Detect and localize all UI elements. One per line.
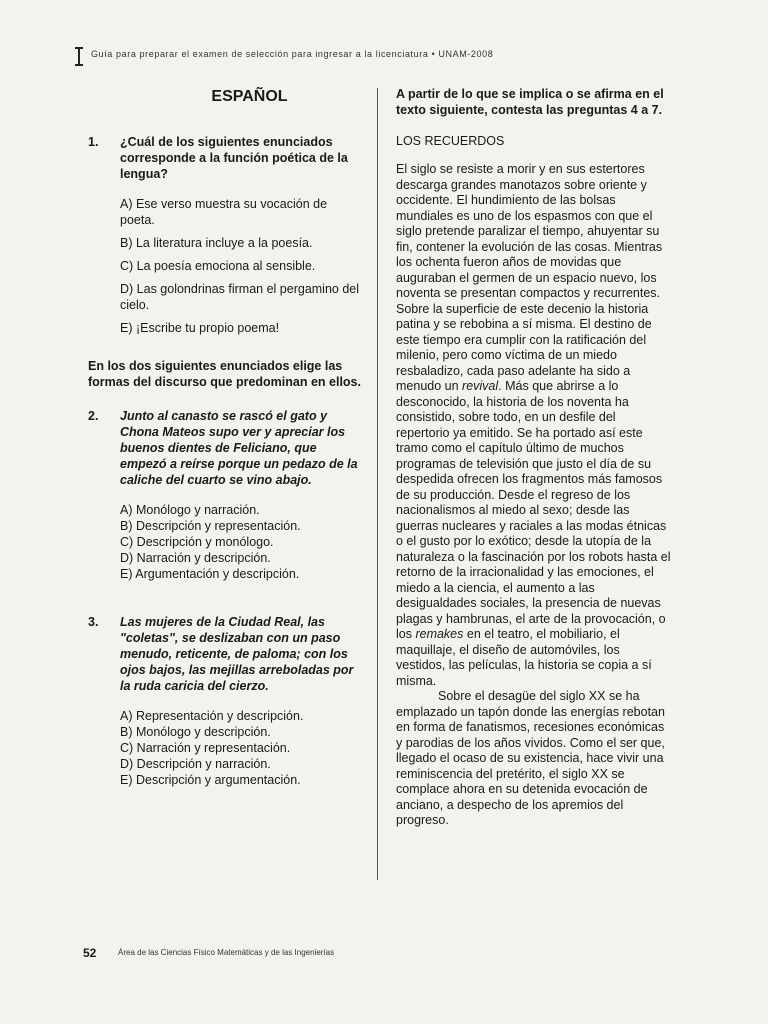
option: B) Descripción y representación. xyxy=(120,519,301,533)
column-divider xyxy=(377,88,378,880)
option: D) Narración y descripción. xyxy=(120,551,271,565)
section-title: ESPAÑOL xyxy=(211,88,288,105)
question-stem: ¿Cuál de los siguientes enunciados corresponde a la función poética de la lengua? xyxy=(120,135,348,181)
option: E) ¡Escribe tu propio poema! xyxy=(120,321,280,335)
page-number: 52 xyxy=(83,946,97,960)
header-text: Guía para preparar el examen de selección para ingresar a la licenciatura • UNAM-2008 xyxy=(91,49,494,59)
passage-title: LOS RECUERDOS xyxy=(396,134,505,148)
question-1 xyxy=(88,134,363,336)
running-header xyxy=(78,45,678,67)
option: E) Argumentación y descripción. xyxy=(120,567,300,581)
option-list xyxy=(120,708,363,788)
reading-passage xyxy=(396,162,671,829)
option-list xyxy=(120,502,363,582)
left-column xyxy=(88,88,363,788)
option: B) La literatura incluye a la poesía. xyxy=(120,236,313,250)
option: A) Representación y descripción. xyxy=(120,709,304,723)
reading-instruction: A partir de lo que se implica o se afirma en el texto siguiente, contesta las preguntas 4 a 7. xyxy=(396,87,664,117)
page-footer xyxy=(83,946,683,962)
option: C) La poesía emociona al sensible. xyxy=(120,259,316,273)
question-number: 3. xyxy=(88,615,99,629)
question-number: 2. xyxy=(88,409,99,423)
option: E) Descripción y argumentación. xyxy=(120,773,301,787)
question-stem: Las mujeres de la Ciudad Real, las "coletas", se deslizaban con un paso menudo, reticente, de paloma; con los ojos bajos, las mejillas arreboladas por la ruda caricia del cierzo. xyxy=(120,615,354,693)
option: D) Las golondrinas firman el pergamino del cielo. xyxy=(120,282,360,312)
right-column xyxy=(396,86,671,829)
question-stem: Junto al canasto se rascó el gato y Chona Mateos supo ver y apreciar los buenos dientes de Feliciano, que empezó a reírse porque un pedazo de la caliche del cuarto se vino abajo. xyxy=(120,409,358,487)
option: A) Monólogo y narración. xyxy=(120,503,260,517)
passage-paragraph-2: Sobre el desagüe del siglo XX se ha emplazado un tapón donde las energías rebotan en forma de fanatismos, recesiones económicas y parodias de los años vividos. Como el ser que, llegado el ocaso de su existencia, hace vivir una reminiscencia del pretérito, el siglo XX se complace ahora en su detenida evocación de anciano, a despecho de los apremios del progreso. xyxy=(396,689,665,827)
option: A) Ese verso muestra su vocación de poeta. xyxy=(120,197,328,227)
option: B) Monólogo y descripción. xyxy=(120,725,271,739)
header-bracket-icon xyxy=(78,47,80,66)
option-list xyxy=(120,196,363,336)
passage-paragraph-1: El siglo se resiste a morir y en sus estertores descarga grandes manotazos sobre oriente y occidente. El hundimiento de las bolsas mundiales es uno de los espasmos con que el siglo pretende paralizar el tiempo, ahuyentar su fin, contener la evolución de las cosas. Mientras los ochenta fueron años de movidas que auguraban el germen de un espacio nuevo, los noventa se presentan compactos y recurrentes. Sobre la superficie de este decenio la historia patina y se rebobina a sí misma. El destino de este tiempo era cumplir con la ratificación del milenio, pero como víctima de un miedo resbaladizo, cada paso adelante ha sido a menudo un revival. Más que abrirse a lo desconocido, la historia de los noventa ha consistido, sobre todo, en un desfile del repertorio ya emitido. Se ha portado así este tramo como el capítulo último de muchos programas de televisión que justo el día de su despedida ofrecen los fragmentos más famosos de su producción. Desde el regreso de los nacionalismos al miedo al sexo; desde las guerras nucleares y raciales a las modas étnicas o el gusto por lo exótico; desde la utopía de la naturaleza o la fascinación por los robots hasta el retorno de la irracionalidad y las emociones, el miedo a la ciencia, el aumento a las desigualdades sociales, la presencia de nuevas plagas y hambrunas, el arte de la provocación, o los remakes en el teatro, el mobiliario, el maquillaje, el diseño de automóviles, los vestidos, las películas, la historia se copia a sí misma. xyxy=(396,162,671,688)
question-number: 1. xyxy=(88,135,99,149)
option: C) Descripción y monólogo. xyxy=(120,535,274,549)
question-3 xyxy=(88,614,363,788)
footer-area-text: Área de las Ciencias Físico Matemáticas y de las Ingenierías xyxy=(118,948,335,957)
option: C) Narración y representación. xyxy=(120,741,291,755)
question-2 xyxy=(88,408,363,582)
instruction-text: En los dos siguientes enunciados elige las formas del discurso que predominan en ellos. xyxy=(88,359,361,389)
option: D) Descripción y narración. xyxy=(120,757,271,771)
